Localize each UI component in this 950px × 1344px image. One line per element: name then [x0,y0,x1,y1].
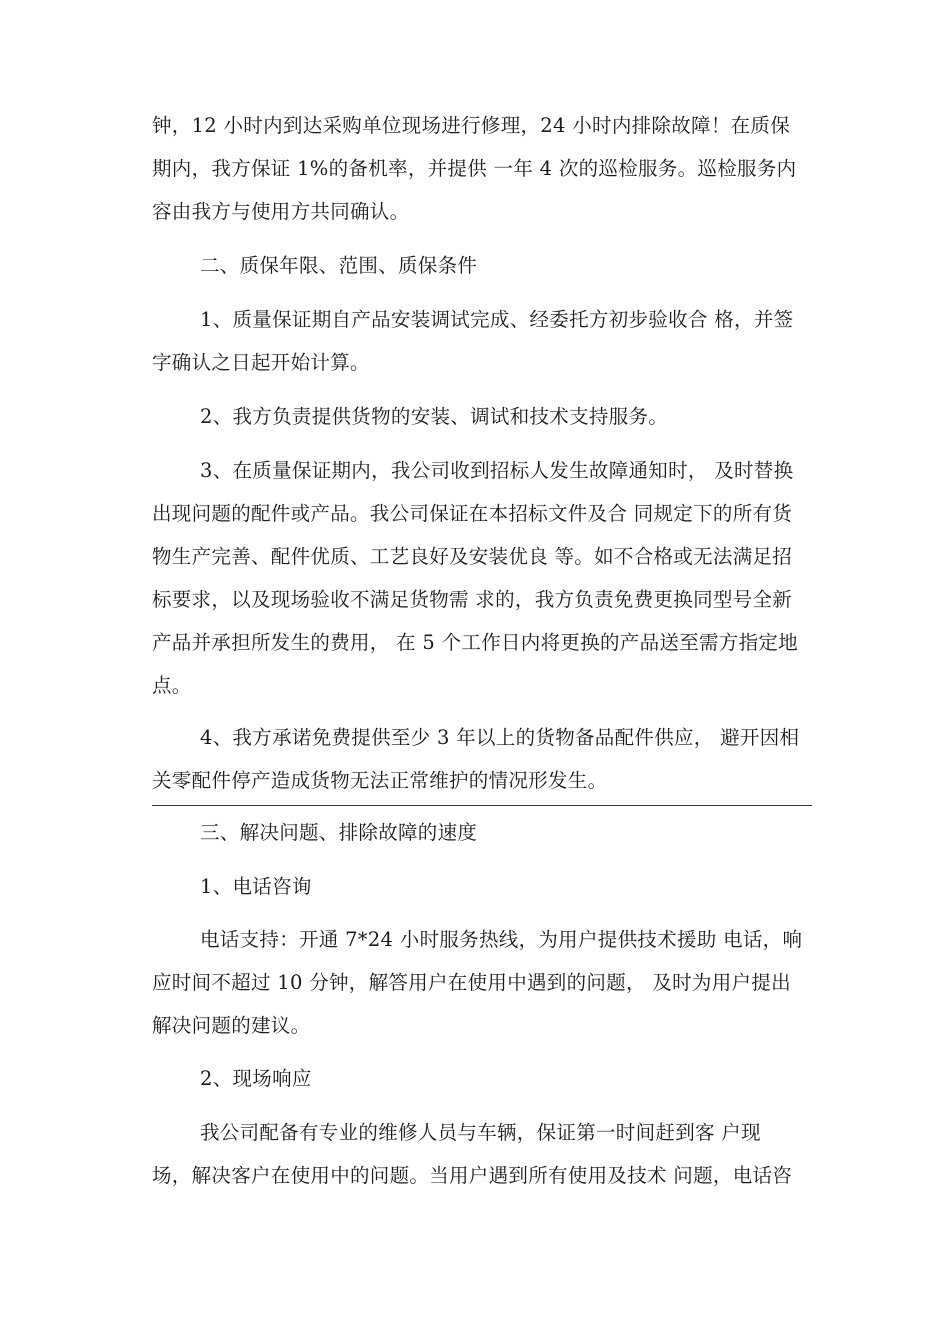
onsite-response-line-1: 我公司配备有专业的维修人员与车辆，保证第一时间赶到客 户现 [200,1121,761,1144]
phone-support-line-3: 解决问题的建议。 [152,1014,311,1037]
phone-support-line-2: 应时间不超过 10 分钟，解答用户在使用中遇到的问题， 及时为用户提出 [152,971,791,994]
section-heading-warranty: 二、质保年限、范围、质保条件 [200,254,478,277]
warranty-item-2: 2、我方负责提供货物的安装、调试和技术支持服务。 [200,405,669,428]
warranty-item-4-line-1: 4、我方承诺免费提供至少 3 年以上的货物备品配件供应， 避开因相 [200,726,800,749]
onsite-response-line-2: 场，解决客户在使用中的问题。当用户遇到所有使用及技术 问题，电话咨 [152,1164,793,1187]
warranty-item-1-line-2: 字确认之日起开始计算。 [152,351,370,374]
warranty-item-3-line-6: 点。 [152,674,192,697]
subheading-phone-consult: 1、电话咨询 [200,875,312,898]
warranty-item-3-line-5: 产品并承担所发生的费用， 在 5 个工作日内将更换的产品送至需方指定地 [152,631,799,654]
warranty-item-3-line-4: 标要求，以及现场验收不满足货物需 求的，我方负责免费更换同型号全新 [152,588,793,611]
paragraph-response-time-line-1: 钟，12 小时内到达采购单位现场进行修理，24 小时内排除故障！在质保 [152,114,791,137]
warranty-item-3-line-3: 物生产完善、配件优质、工艺良好及安装优良 等。如不合格或无法满足招 [152,545,793,568]
section-heading-response-speed: 三、解决问题、排除故障的速度 [200,821,478,844]
paragraph-response-time-line-2: 期内，我方保证 1%的备机率，并提供 一年 4 次的巡检服务。巡检服务内 [152,157,797,180]
horizontal-divider [152,805,812,806]
warranty-item-1-line-1: 1、质量保证期自产品安装调试完成、经委托方初步验收合 格，并签 [200,308,794,331]
phone-support-line-1: 电话支持：开通 7*24 小时服务热线，为用户提供技术援助 电话，响 [200,928,803,951]
subheading-onsite-response: 2、现场响应 [200,1067,312,1090]
warranty-item-3-line-1: 3、在质量保证期内，我公司收到招标人发生故障通知时， 及时替换 [200,459,794,482]
warranty-item-3-line-2: 出现问题的配件或产品。我公司保证在本招标文件及合 同规定下的所有货 [152,502,793,525]
paragraph-response-time-line-3: 容由我方与使用方共同确认。 [152,200,410,223]
warranty-item-4-line-2: 关零配件停产造成货物无法正常维护的情况形发生。 [152,769,608,792]
